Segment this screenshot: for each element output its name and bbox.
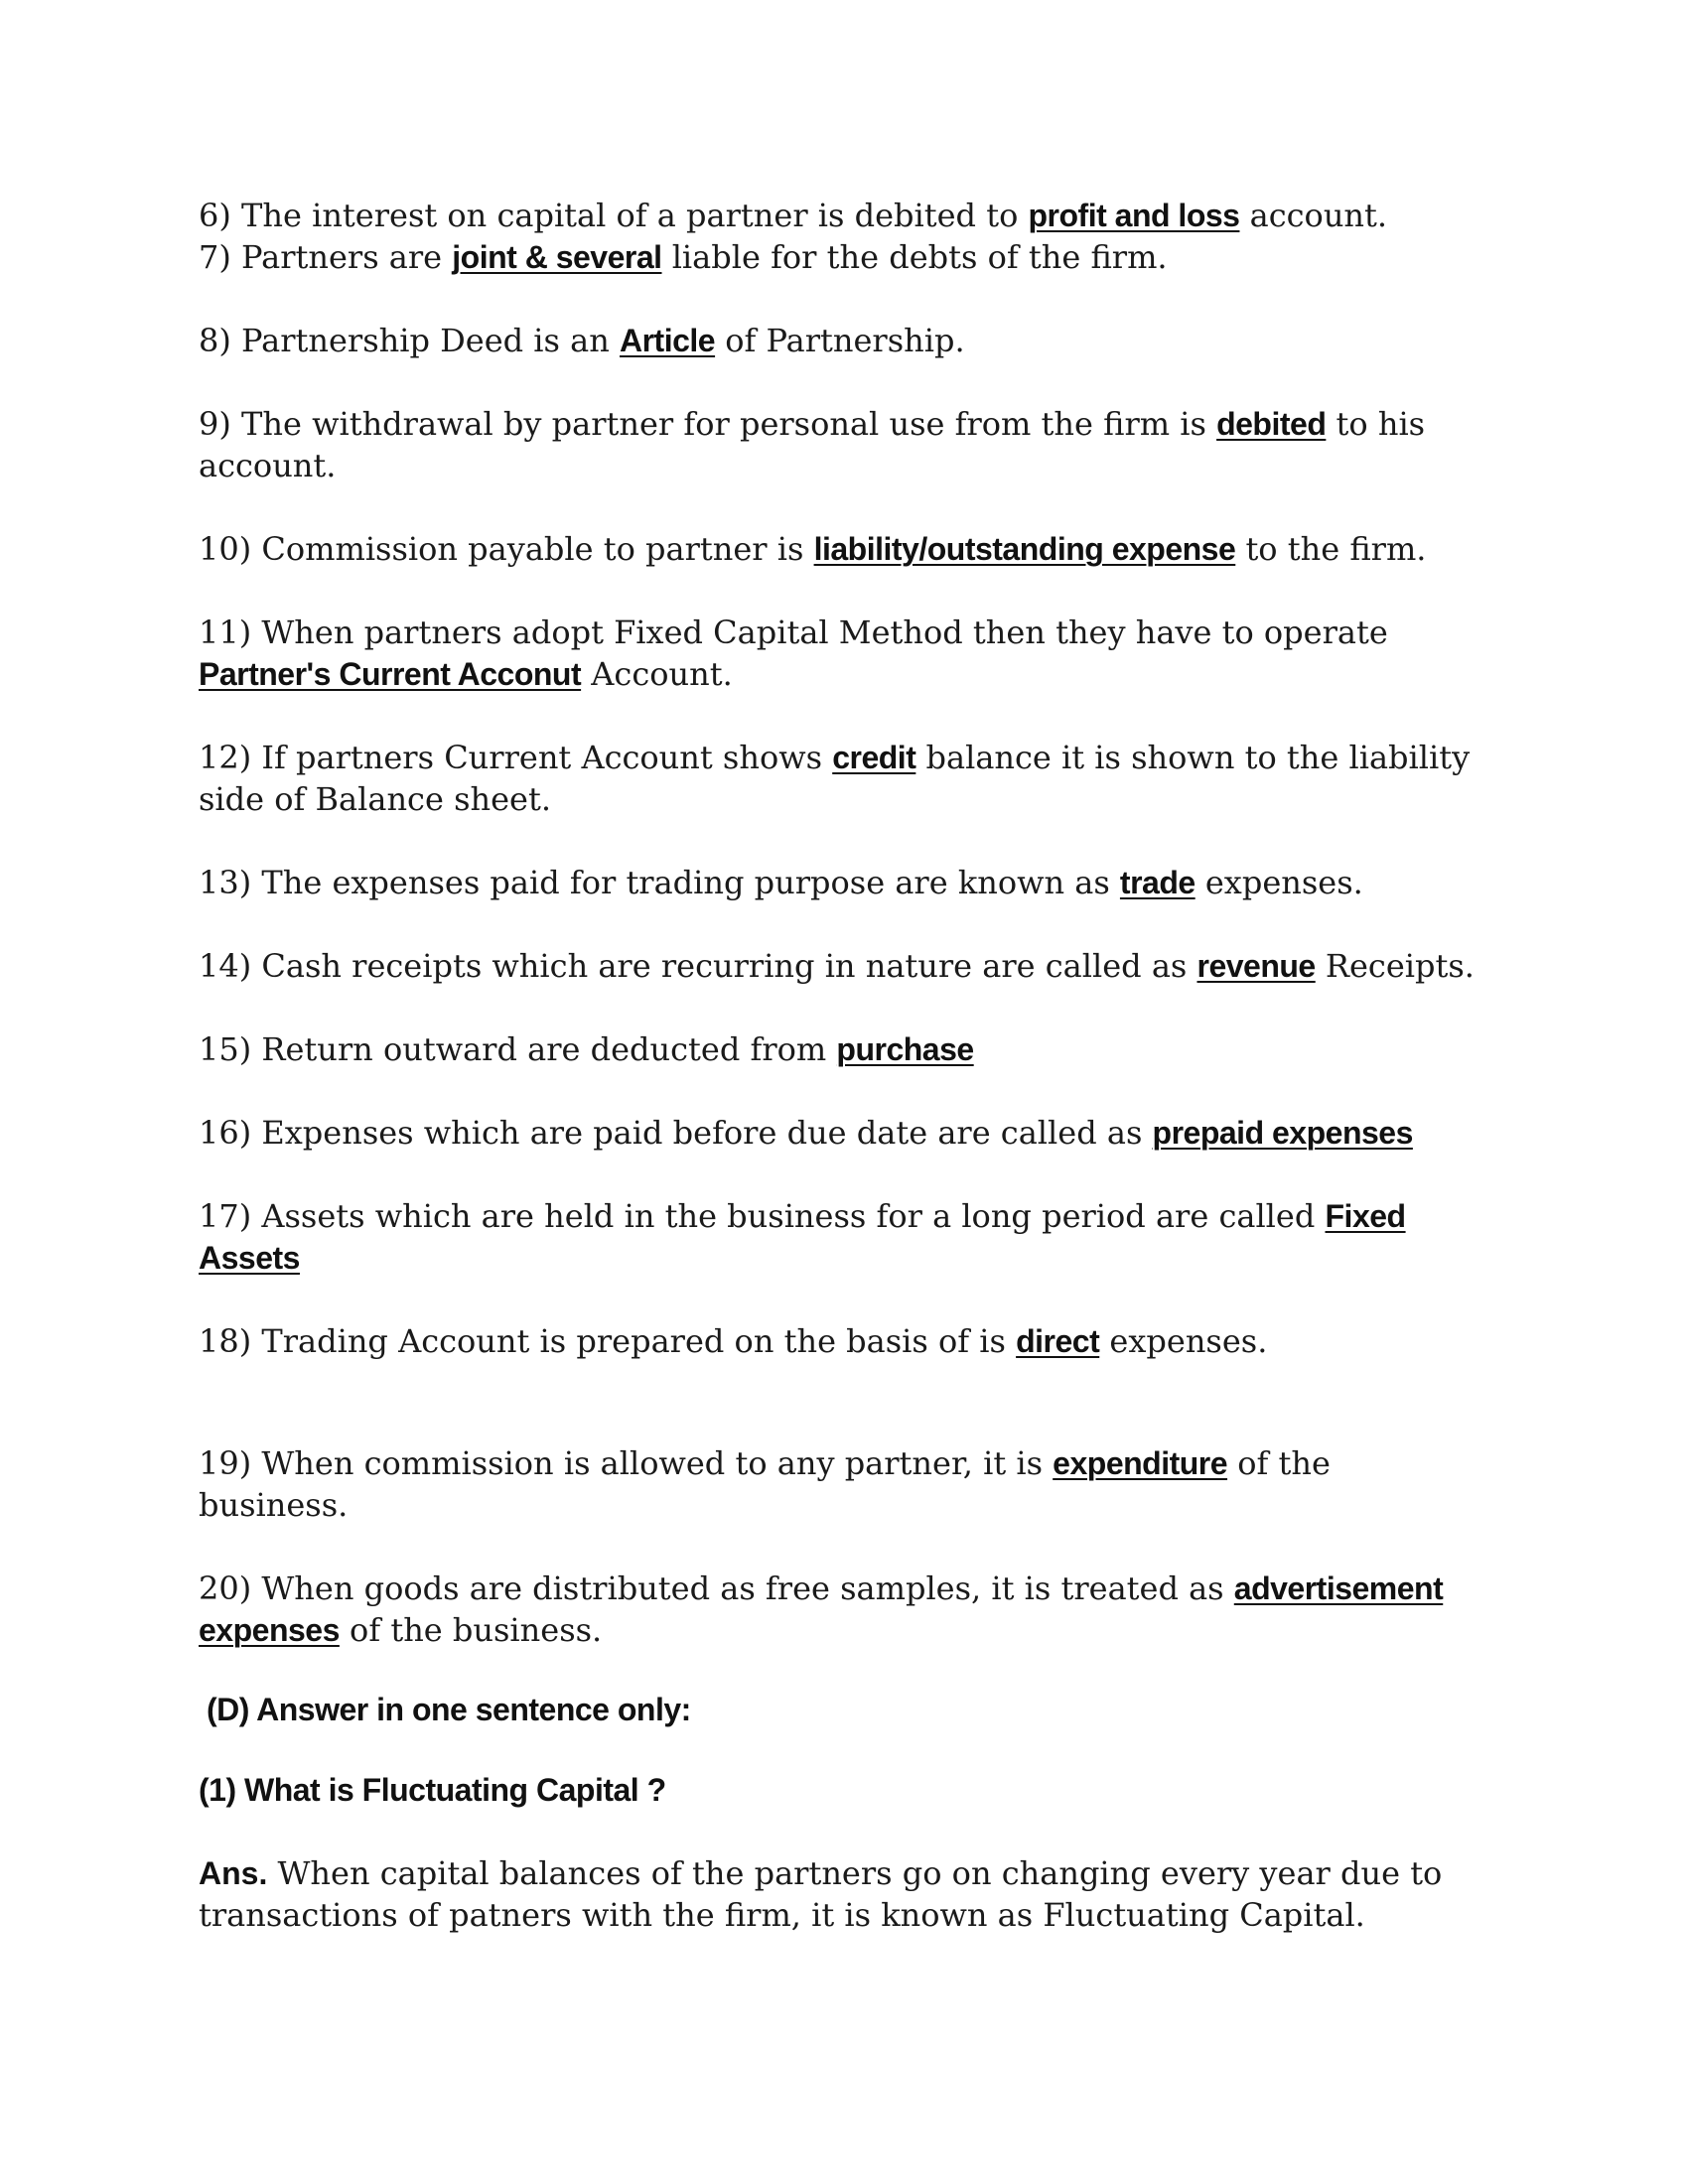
item-number: 19) (199, 1444, 252, 1482)
item-answer: expenditure (1053, 1445, 1228, 1481)
item-answer: Article (619, 323, 716, 358)
list-item (199, 1028, 1489, 1070)
item-text: account. (1239, 197, 1388, 234)
item-text: The withdrawal by partner for personal use from the firm is (230, 405, 1217, 443)
item-text: Return outward are deducted from (251, 1030, 837, 1068)
item-text: When commission is allowed to any partner, it is (251, 1444, 1054, 1482)
item-number: 17) (199, 1197, 252, 1235)
item-answer: purchase (836, 1031, 974, 1067)
item-text: Assets which are held in the business for a long period are called (251, 1197, 1326, 1235)
question-heading: (1) What is Fluctuating Capital ? (199, 1772, 666, 1808)
item-text: When partners adopt Fixed Capital Method then they have to operate (251, 614, 1388, 651)
item-text: liable for the debts of the firm. (661, 238, 1168, 276)
item-text: Commission payable to partner is (251, 530, 814, 568)
section-heading: (D) Answer in one sentence only: (207, 1692, 691, 1727)
item-answer: credit (832, 740, 916, 775)
item-text: Partners are (230, 238, 453, 276)
item-answer: debited (1216, 406, 1327, 442)
item-text: Account. (581, 655, 733, 693)
item-text: Expenses which are paid before due date are called as (251, 1114, 1153, 1152)
answer-paragraph (199, 1852, 1489, 1936)
item-text: Receipts. (1315, 947, 1475, 985)
list-item (199, 862, 1489, 903)
item-number: 12) (199, 739, 252, 776)
item-number: 6) (199, 197, 231, 234)
list-item (199, 945, 1489, 987)
item-number: 18) (199, 1322, 252, 1360)
item-number: 8) (199, 322, 231, 359)
item-answer: trade (1119, 865, 1196, 900)
answer-text: When capital balances of the partners go on changing every year due to transactions of patners with the firm, it is known as Fluctuating Capital. (199, 1854, 1443, 1934)
item-answer: direct (1016, 1323, 1100, 1359)
item-text: Partnership Deed is an (230, 322, 620, 359)
answer-label: Ans. (199, 1855, 268, 1891)
item-text: balance it is shown to the liability side of Balance sheet. (199, 739, 1471, 818)
document-body (199, 195, 1489, 1936)
item-text: of Partnership. (715, 322, 965, 359)
item-text: expenses. (1099, 1322, 1268, 1360)
item-answer: prepaid expenses (1152, 1115, 1413, 1151)
list-item (199, 195, 1489, 236)
item-answer: Partner's Current Acconut (199, 656, 582, 692)
list-item (199, 737, 1489, 820)
item-text: When goods are distributed as free samples, it is treated as (251, 1570, 1234, 1607)
list-item (199, 528, 1489, 570)
item-text: Cash receipts which are recurring in nature are called as (251, 947, 1197, 985)
item-text: Trading Account is prepared on the basis of is (251, 1322, 1017, 1360)
item-text: of the business. (199, 1444, 1331, 1524)
item-number: 14) (199, 947, 252, 985)
list-item (199, 612, 1489, 695)
item-answer: profit and loss (1028, 198, 1240, 233)
item-number: 9) (199, 405, 231, 443)
list-item (199, 236, 1489, 278)
list-item (199, 320, 1489, 361)
item-text: of the business. (339, 1611, 603, 1649)
item-answer: Fixed Assets (199, 1198, 1406, 1276)
item-number: 15) (199, 1030, 252, 1068)
item-text: to the firm. (1235, 530, 1427, 568)
item-answer: revenue (1196, 948, 1316, 984)
item-number: 13) (199, 864, 252, 901)
item-text: The expenses paid for trading purpose are known as (251, 864, 1120, 901)
list-item (199, 1112, 1489, 1154)
list-item (199, 1442, 1489, 1526)
item-text: If partners Current Account shows (251, 739, 833, 776)
list-item (199, 1195, 1489, 1279)
item-number: 10) (199, 530, 252, 568)
item-answer: liability/outstanding expense (813, 531, 1236, 567)
item-number: 7) (199, 238, 231, 276)
item-number: 16) (199, 1114, 252, 1152)
item-text: The interest on capital of a partner is debited to (230, 197, 1029, 234)
item-number: 11) (199, 614, 252, 651)
item-answer: joint & several (452, 239, 662, 275)
item-number: 20) (199, 1570, 252, 1607)
item-text: to his account. (199, 405, 1426, 484)
list-item (199, 1320, 1489, 1362)
list-item (199, 1568, 1489, 1651)
list-item (199, 403, 1489, 486)
item-text: expenses. (1195, 864, 1363, 901)
item-answer: advertisement expenses (199, 1570, 1444, 1648)
